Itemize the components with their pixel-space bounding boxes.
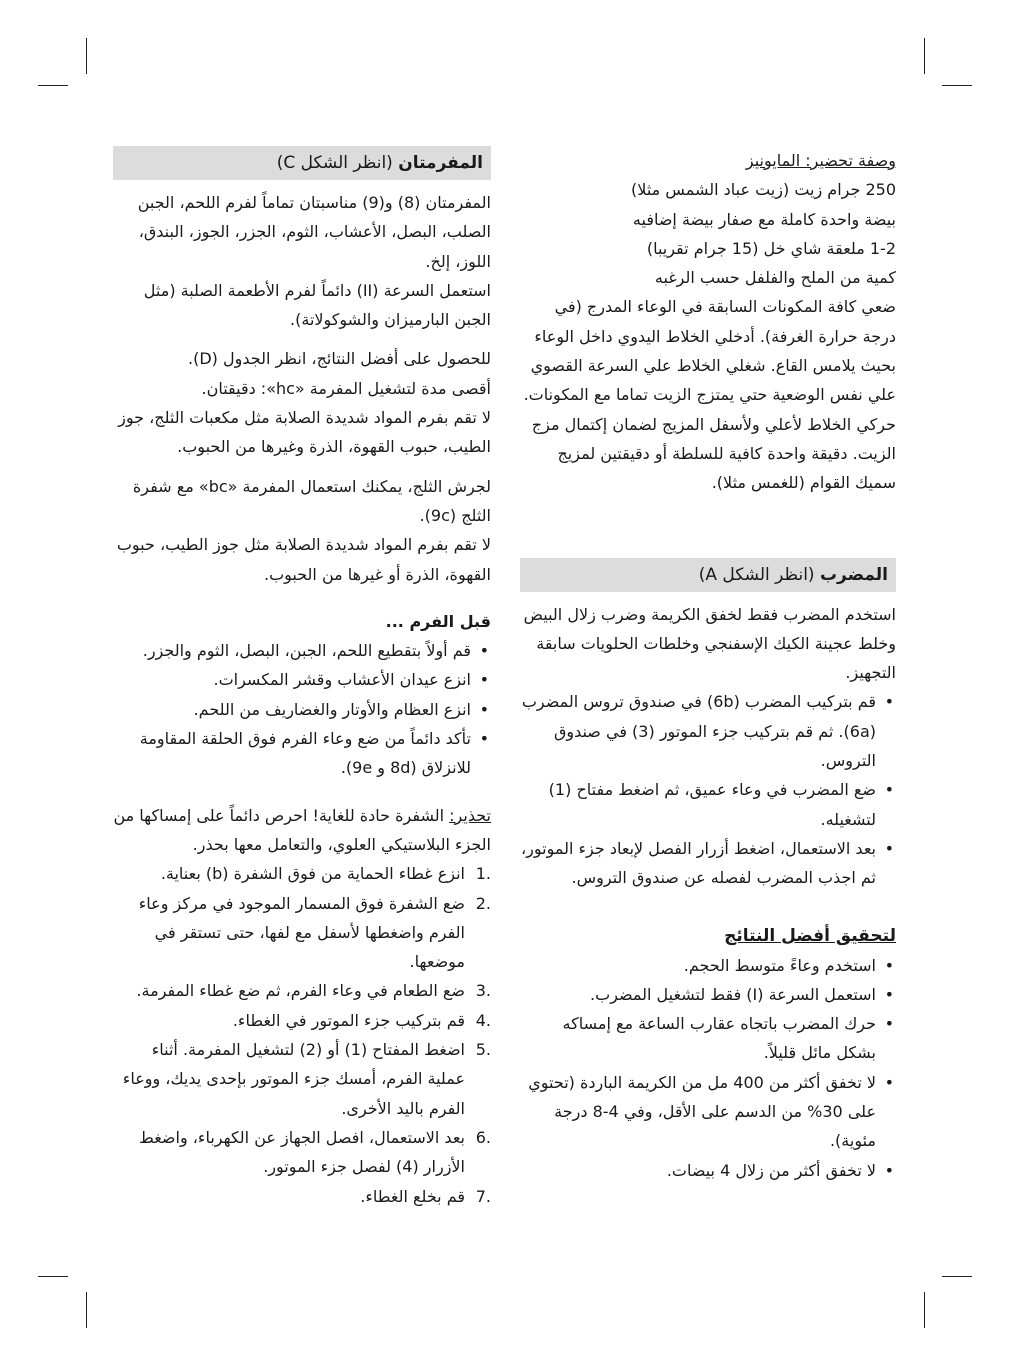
list-item: • انزع عيدان الأعشاب وقشر المكسرات. bbox=[113, 665, 491, 694]
list-item: • ضع المضرب في وعاء عميق، ثم اضغط مفتاح (1) لتشغيله. bbox=[520, 775, 896, 834]
crop-mark bbox=[38, 1276, 68, 1277]
list-item: 1. انزع غطاء الحماية من فوق الشفرة (b) بعناية. bbox=[160, 864, 491, 884]
whisk-steps bbox=[520, 687, 896, 892]
best-results-list bbox=[520, 951, 896, 1185]
list-item: • قم أولاً بتقطيع اللحم، الجبن، البصل، الثوم والجزر. bbox=[113, 636, 491, 665]
before-chopping-section bbox=[113, 607, 491, 783]
crop-mark bbox=[38, 85, 68, 86]
chopper-paragraph: استعمل السرعة (II) دائماً لفرم الأطعمة الصلبة (مثل الجبن البارميزان والشوكولاتة). bbox=[143, 280, 491, 330]
list-item: • تأكد دائماً من ضع وعاء الفرم فوق الحلقة المقاومة للانزلاق (8d و 9e). bbox=[113, 724, 491, 783]
recipe-title: وصفة تحضير: المايونيز bbox=[745, 151, 896, 170]
list-item: 2. ضع الشفرة فوق المسمار الموجود في مركز وعاء الفرم واضغطها لأسفل مع لفها، حتى تستقر في موضعها. bbox=[138, 893, 491, 972]
warning-label: تحذير: bbox=[449, 805, 491, 825]
before-chopping-list bbox=[113, 636, 491, 782]
list-item: • لا تخفق أكثر من زلال 4 بيضات. bbox=[520, 1156, 896, 1185]
list-item: • قم بتركيب المضرب (6b) في صندوق تروس المضرب (6a). ثم قم بتركيب جزء الموتور (3) في صندوق التروس. bbox=[520, 687, 896, 775]
best-results-title: لتحقيق أفضل النتائج bbox=[724, 925, 896, 946]
ingredient-line: كمية من الملح والفلفل حسب الرغبه bbox=[654, 268, 896, 288]
chopper-paragraph: لجرش الثلج، يمكنك استعمال المفرمة «bc» مع شفرة الثلج (9c). bbox=[132, 476, 491, 525]
chopper-steps bbox=[113, 859, 491, 1211]
list-item: • لا تخفق أكثر من 400 مل من الكريمة الباردة (تحتوي على 30% من الدسم على الأقل، وفي 4-8 درجة مئوية). bbox=[520, 1068, 896, 1156]
chopper-paragraph: لا تقم بفرم المواد شديدة الصلابة مثل مكعبات الثلج، جوز الطيب، حبوب القهوة، الذرة وغيرها من الحبوب. bbox=[118, 408, 491, 457]
list-item: • بعد الاستعمال، اضغط أزرار الفصل لإبعاد جزء الموتور، ثم اجذب المضرب لفصله عن صندوق التروس. bbox=[520, 834, 896, 893]
list-item: 6. بعد الاستعمال، افصل الجهاز عن الكهرباء، واضغط الأزرار (4) لفصل جزء الموتور. bbox=[139, 1127, 491, 1177]
left-column bbox=[113, 146, 491, 1211]
chopper-paragraph: لا تقم بفرم المواد شديدة الصلابة مثل جوز الطيب، حبوب القهوة، الذرة أو غيرها من الحبوب. bbox=[116, 535, 491, 584]
right-column bbox=[520, 146, 896, 1185]
whisk-section bbox=[520, 558, 896, 893]
crop-mark bbox=[942, 85, 972, 86]
crop-mark bbox=[86, 38, 87, 74]
chopper-header: المفرمتان (انظر الشكل C) bbox=[113, 146, 491, 180]
crop-mark bbox=[924, 38, 925, 74]
best-results-section bbox=[520, 921, 896, 1185]
list-item: 4. قم بتركيب جزء الموتور في الغطاء. bbox=[232, 1010, 491, 1030]
mayonnaise-recipe bbox=[520, 146, 896, 498]
ingredient-line: 250 جرام زيت (زيت عباد الشمس مثلا) bbox=[631, 180, 896, 200]
warning-text: الشفرة حادة للغاية! احرص دائماً على إمساكها من الجزء البلاستيكي العلوي، والتعامل معها بحذر. bbox=[113, 805, 491, 854]
whisk-intro: استخدم المضرب فقط لخفق الكريمة وضرب زلال البيض وخلط عجينة الكيك الإسفنجي وخلطات الحلويات سابقة التجهيز. bbox=[523, 604, 896, 683]
whisk-header: المضرب (انظر الشكل A) bbox=[520, 558, 896, 592]
list-item: • استعمل السرعة (I) فقط لتشغيل المضرب. bbox=[520, 980, 896, 1009]
warning-note bbox=[113, 801, 491, 860]
chopper-paragraph: المفرمتان (8) و(9) مناسبتان تماماً لفرم اللحم، الجبن الصلب، البصل، الأعشاب، الثوم، الجزر، الجوز، البندق، اللوز، إلخ. bbox=[137, 193, 491, 271]
ingredient-line: 1-2 ملعقة شاي خل (15 جرام تقريبا) bbox=[646, 238, 896, 258]
chopper-paragraph: أقصى مدة لتشغيل المفرمة «hc»: دقيقتان. bbox=[201, 378, 491, 398]
list-item: • انزع العظام والأوتار والغضاريف من اللحم. bbox=[113, 695, 491, 724]
crop-mark bbox=[942, 1276, 972, 1277]
list-item: • حرك المضرب باتجاه عقارب الساعة مع إمساكه بشكل مائل قليلاً. bbox=[520, 1009, 896, 1068]
ingredient-line: بيضة واحدة كاملة مع صفار بيضة إضافيه bbox=[632, 209, 896, 229]
recipe-instructions: ضعي كافة المكونات السابقة في الوعاء المدرج (في درجة حرارة الغرفة). أدخلي الخلاط اليدوي داخل الوعاء بحيث يلامس القاع. شغلي الخلاط علي السرعة القصوي علي نفس الوضعية حتي يمتزج الزيت تماما مع المكونات. حركي الخلاط لأعلي ولأسفل المزيج لضمان إكتمال مزج الزيت. دقيقة واحدة كافية للسلطة أو دقيقتين لمزيج سميك القوام (للغمس مثلا). bbox=[523, 297, 896, 493]
chopper-section bbox=[113, 146, 491, 589]
crop-mark bbox=[86, 1292, 87, 1328]
before-chopping-title: قبل الفرم ... bbox=[385, 611, 491, 631]
list-item: 7. قم بخلع الغطاء. bbox=[360, 1186, 491, 1206]
list-item: 5. اضغط المفتاح (1) أو (2) لتشغيل المفرمة. أثناء عملية الفرم، أمسك جزء الموتور بإحدى يديك، ووعاء الفرم باليد الأخرى. bbox=[122, 1040, 491, 1118]
list-item: • استخدم وعاءً متوسط الحجم. bbox=[520, 951, 896, 980]
list-item: 3. ضع الطعام في وعاء الفرم، ثم ضع غطاء المفرمة. bbox=[136, 981, 491, 1001]
chopper-paragraph: للحصول على أفضل النتائج، انظر الجدول (D). bbox=[188, 349, 491, 369]
crop-mark bbox=[924, 1292, 925, 1328]
